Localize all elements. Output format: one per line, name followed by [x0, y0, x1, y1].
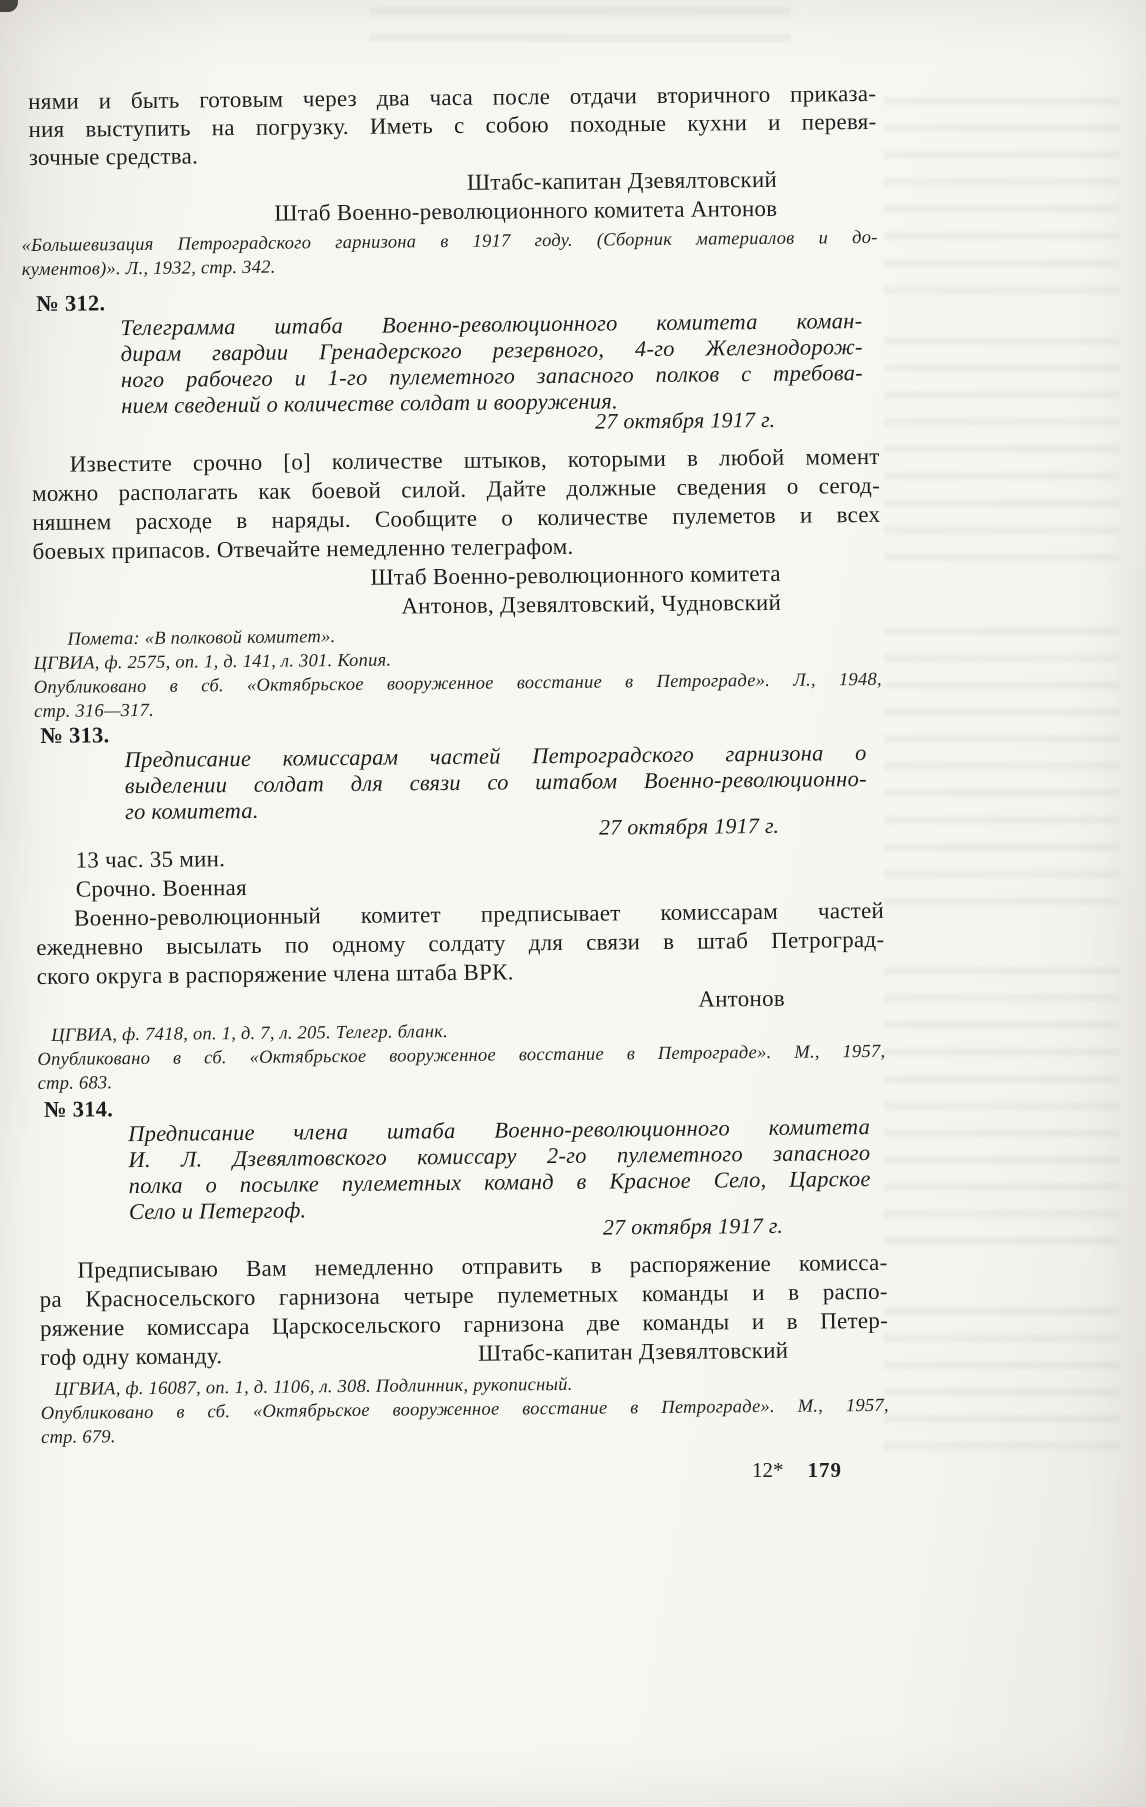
doc-body-line: Военно-революционный комитет предписывает комиссарам частей — [73, 897, 885, 931]
doc-note-line: Помета: «В полковой комитет». — [67, 627, 336, 650]
doc-note-line: ЦГВИА, ф. 16087, оп. 1, д. 1106, л. 308. Подлинник, рукописный. — [54, 1374, 573, 1400]
doc-body-line: боевых припасов. Отвечайте немедленно телеграфом. — [32, 533, 574, 565]
signature-line: Штаб Военно-революционного комитета — [370, 560, 781, 590]
bleedthrough-artifact — [884, 620, 1119, 920]
doc-body-line: ра Красносельского гарнизона четыре пулеметных команды и в распо- — [39, 1278, 888, 1312]
doc-notes — [33, 620, 882, 724]
printers-signature-mark: 12* — [752, 1458, 784, 1482]
signature-line: Штаб Военно-революционного комитета Антонов — [274, 195, 778, 226]
doc-title-line: Предписание комиссарам частей Петроградского гарнизона о — [124, 740, 867, 773]
doc-date: 27 октября 1917 г. — [602, 1212, 784, 1240]
doc-title-line: Предписание члена штаба Военно-революционного комитета — [128, 1114, 871, 1147]
signature-line: Штабс-капитан Дзевялтовский — [466, 166, 778, 195]
doc-title-line: выделении солдат для связи со штабом Военно-революционно- — [124, 766, 867, 799]
scan-corner-artifact — [0, 0, 18, 12]
signature-line: Антонов — [698, 985, 785, 1012]
doc-body — [32, 442, 881, 566]
doc-title-line: ного рабочего и 1-го пулеметного запасного полков с требова- — [120, 360, 863, 393]
doc-note-line: ЦГВИА, ф. 7418, оп. 1, д. 7, л. 205. Телегр. бланк. — [51, 1022, 449, 1046]
doc-body-line: ского округа в распоряжение члена штаба ВРК. — [36, 959, 514, 989]
doc-title-line: го комитета. — [124, 797, 259, 825]
doc-body — [36, 896, 885, 991]
doc-body-line: Предписываю Вам немедленно отправить в распоряжение комисса- — [77, 1249, 888, 1283]
meta-line: Срочно. Военная — [75, 874, 248, 902]
doc-body-line: ежедневно высылать по одному солдату для связи в штаб Петроград- — [36, 926, 885, 961]
doc-body-line: Известите срочно [о] количестве штыков, которыми в любой момент — [69, 443, 880, 477]
doc-number: № 312. — [36, 290, 106, 316]
doc-number: № 313. — [40, 722, 110, 748]
doc-number: № 314. — [43, 1096, 114, 1122]
doc-note-line: Опубликовано в сб. «Октябрьское вооруженное восстание в Петрограде». М., 1957, — [37, 1041, 886, 1070]
document-continuation — [21, 80, 878, 282]
doc-title-line: Телеграмма штаба Военно-революционного комитета коман- — [120, 308, 863, 341]
continuation-line: нями и быть готовым через два часа после отдачи вторичного приказа- — [28, 80, 877, 115]
doc-body-line: ряжение комиссара Царскосельского гарнизона две команды и в Петер- — [39, 1307, 889, 1341]
doc-notes — [37, 1016, 886, 1096]
signature-line: Штабс-капитан Дзевялтовский — [477, 1337, 789, 1366]
document-314 — [38, 1090, 889, 1450]
continuation-line: зочные средства. — [28, 143, 199, 171]
source-citation — [22, 226, 878, 282]
doc-body — [39, 1248, 888, 1372]
doc-note-line: стр. 316—317. — [33, 700, 155, 723]
doc-note-line: ЦГВИА, ф. 2575, оп. 1, д. 141, л. 301. Копия. — [33, 650, 392, 675]
doc-meta — [35, 838, 884, 904]
source-line: «Большевизация Петроградского гарнизона в 1917 году. (Сборник материалов и до- — [21, 227, 878, 257]
bleedthrough-artifact — [884, 90, 1119, 305]
text-block — [21, 80, 889, 1450]
signature-line: Антонов, Дзевялтовский, Чудновский — [401, 589, 782, 619]
bleedthrough-artifact — [370, 0, 790, 46]
doc-title — [120, 308, 863, 419]
doc-notes — [40, 1370, 889, 1450]
continuation-line: ния выступить на погрузку. Иметь с собою походные кухни и перевя- — [28, 108, 877, 143]
doc-date: 27 октября 1917 г. — [598, 812, 780, 840]
doc-title-line: полка о посылке пулеметных команд в Красное Село, Царское — [128, 1166, 871, 1199]
bleedthrough-artifact — [884, 960, 1119, 1260]
doc-title-line: Село и Петергоф. — [128, 1197, 307, 1225]
page-number: 179 — [807, 1458, 842, 1482]
doc-title-line: И. Л. Дзевялтовского комиссару 2-го пулеметного запасного — [128, 1140, 871, 1173]
doc-title-line: нием сведений о количестве солдат и вооружения. — [121, 388, 619, 419]
document-313 — [34, 716, 886, 1096]
source-line: кументов)». Л., 1932, стр. 342. — [21, 257, 276, 281]
doc-date: 27 октября 1917 г. — [595, 406, 776, 434]
doc-title — [128, 1114, 871, 1225]
bleedthrough-artifact — [884, 1300, 1119, 1460]
doc-note-line: стр. 679. — [40, 1427, 116, 1448]
doc-title-line: дирам гвардии Гренадерского резервного, 4-го Железнодорож- — [120, 334, 863, 367]
doc-body-line: можно располагать как боевой силой. Дайте должные сведения о сегод- — [31, 472, 881, 507]
doc-body-line: няшнем расходе в наряды. Сообщите о количестве пулеметов и всех — [32, 501, 881, 536]
document-312 — [30, 284, 882, 724]
page-footer — [752, 1458, 842, 1483]
doc-note-line: Опубликовано в сб. «Октябрьское вооруженное восстание в Петрограде». М., 1957, — [40, 1395, 889, 1424]
doc-note-line: стр. 683. — [37, 1073, 113, 1094]
doc-note-line: Опубликовано в сб. «Октябрьское вооруженное восстание в Петрограде». Л., 1948, — [33, 669, 882, 699]
bleedthrough-artifact — [884, 330, 1119, 580]
meta-line: 13 час. 35 мин. — [75, 846, 226, 873]
doc-body-line: гоф одну команду. — [40, 1343, 223, 1370]
